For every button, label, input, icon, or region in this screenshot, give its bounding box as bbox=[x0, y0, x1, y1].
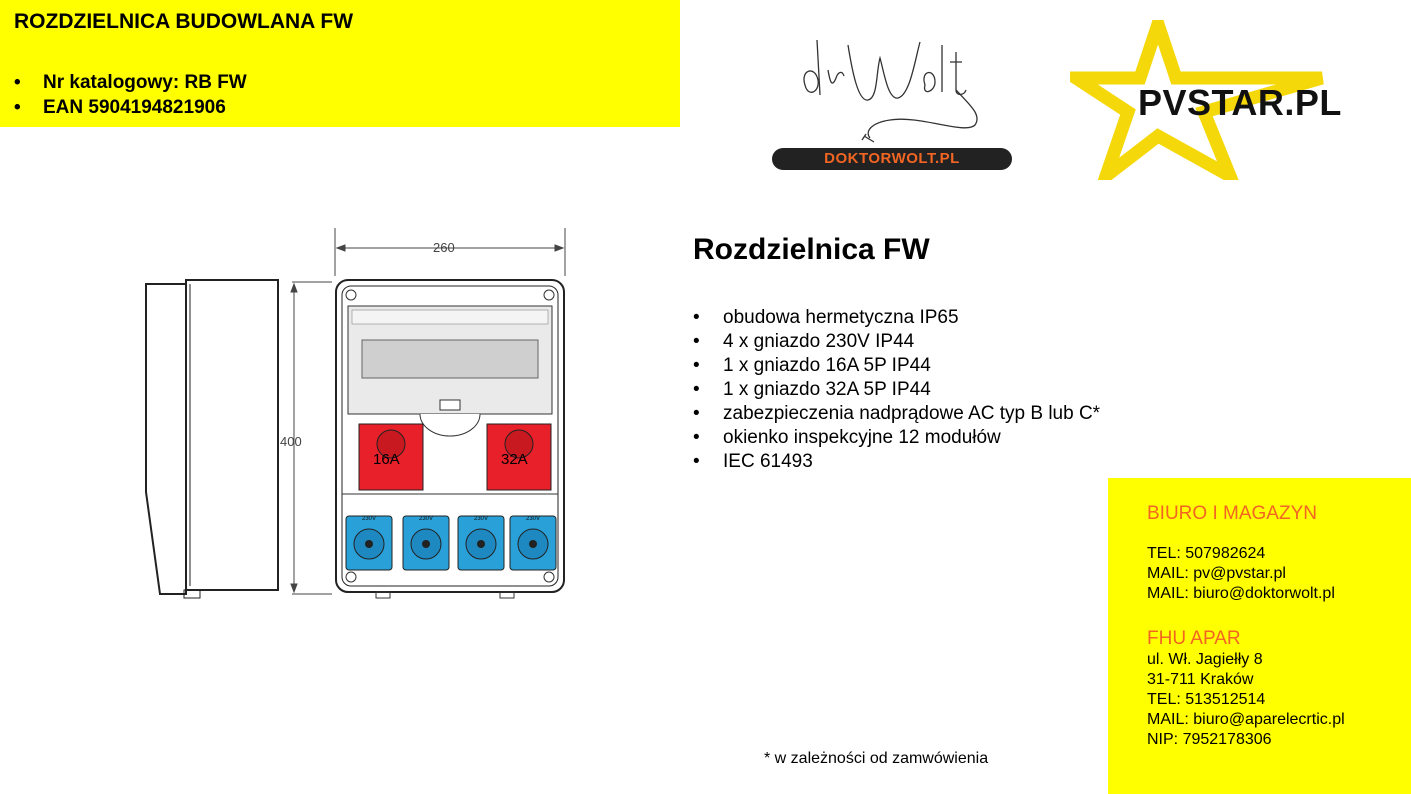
small-socket-label: 230V bbox=[362, 516, 377, 522]
small-socket-label: 230V bbox=[419, 516, 434, 522]
ean-code: EAN 5904194821906 bbox=[43, 97, 226, 118]
width-label: 260 bbox=[433, 240, 455, 255]
company-heading: FHU APAR bbox=[1147, 628, 1241, 649]
pvstar-logo bbox=[1070, 20, 1342, 180]
list-item: • 1 x gniazdo 16A 5P IP44 bbox=[693, 355, 931, 376]
list-item: • IEC 61493 bbox=[693, 451, 813, 472]
header-box bbox=[0, 0, 680, 127]
list-item: • okienko inspekcyjne 12 modułów bbox=[693, 427, 1001, 448]
socket-32a-label: 32A bbox=[501, 451, 528, 468]
list-item: • Nr katalogowy: RB FW bbox=[14, 72, 247, 93]
header-bullets bbox=[14, 70, 247, 120]
company-address: ul. Wł. Jagiełły 8 bbox=[1147, 651, 1263, 668]
list-item: • zabezpieczenia nadprądowe AC typ B lub C* bbox=[693, 403, 1101, 424]
product-title: Rozdzielnica FW bbox=[693, 233, 930, 266]
document-title: ROZDZIELNICA BUDOWLANA FW bbox=[14, 10, 354, 33]
distribution-box-diagram bbox=[140, 222, 580, 642]
drwolt-signature-icon bbox=[770, 30, 1015, 150]
company-city: 31-711 Kraków bbox=[1147, 671, 1254, 688]
catalog-number: Nr katalogowy: RB FW bbox=[43, 72, 247, 93]
company-phone: TEL: 513512514 bbox=[1147, 691, 1266, 708]
office-heading: BIURO I MAGAZYN bbox=[1147, 503, 1317, 524]
feature-list bbox=[693, 306, 1100, 474]
drwolt-bar: DOKTORWOLT.PL bbox=[772, 148, 1012, 170]
office-email: MAIL: pv@pvstar.pl bbox=[1147, 565, 1286, 582]
office-email: MAIL: biuro@doktorwolt.pl bbox=[1147, 585, 1335, 602]
small-socket-label: 230V bbox=[474, 516, 489, 522]
company-email: MAIL: biuro@aparelecrtic.pl bbox=[1147, 711, 1345, 728]
list-item: • EAN 5904194821906 bbox=[14, 97, 226, 118]
contact-box bbox=[1108, 478, 1411, 794]
height-label: 400 bbox=[280, 434, 302, 449]
list-item: • 1 x gniazdo 32A 5P IP44 bbox=[693, 379, 931, 400]
pvstar-wordmark: PVSTAR.PL bbox=[1138, 82, 1342, 123]
socket-16a-label: 16A bbox=[373, 451, 400, 468]
drwolt-logo bbox=[770, 30, 1015, 175]
list-item: • obudowa hermetyczna IP65 bbox=[693, 307, 959, 328]
office-phone: TEL: 507982624 bbox=[1147, 545, 1266, 562]
small-socket-label: 230V bbox=[526, 516, 541, 522]
company-nip: NIP: 7952178306 bbox=[1147, 731, 1272, 748]
list-item: • 4 x gniazdo 230V IP44 bbox=[693, 331, 915, 352]
footnote: * w zależności od zamwówienia bbox=[764, 750, 989, 767]
